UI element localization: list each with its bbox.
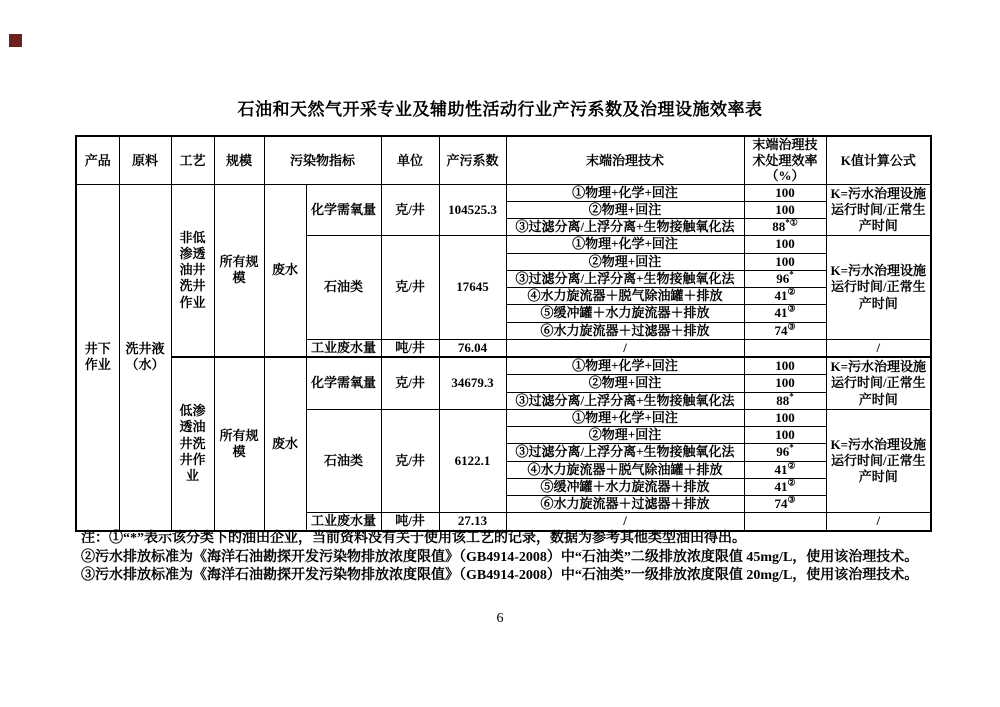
- cell-k-formula: K=污水治理设施运行时间/正常生产时间: [826, 357, 931, 409]
- cell-treatment-tech: ④水力旋流器＋脱气除油罐＋排放: [506, 288, 744, 305]
- efficiency-value: 100: [775, 358, 795, 373]
- cell-indicator: 工业废水量: [306, 513, 381, 531]
- efficiency-value: 41: [774, 288, 788, 303]
- cell-unit: 克/井: [381, 409, 439, 513]
- cell-k-formula: K=污水治理设施运行时间/正常生产时间: [826, 409, 931, 513]
- efficiency-value: 100: [775, 427, 795, 442]
- cell-indicator: 工业废水量: [306, 339, 381, 357]
- cell-efficiency: [744, 392, 826, 409]
- cell-efficiency: [744, 184, 826, 201]
- cell-unit: 克/井: [381, 357, 439, 409]
- cell-coefficient: 6122.1: [439, 409, 506, 513]
- cell-treatment-tech: ③过滤分离/上浮分离+生物接触氧化法: [506, 392, 744, 409]
- cell-treatment-tech: /: [506, 339, 744, 357]
- page-number: 6: [496, 611, 504, 626]
- cell-efficiency: [744, 357, 826, 375]
- footnote-line: ②污水排放标准为《海洋石油勘探开发污染物排放浓度限值》（GB4914-2008）中“石油类”二级排放浓度限值 45mg/L，使用该治理技术。: [81, 549, 919, 565]
- header-coefficient: 产污系数: [439, 136, 506, 184]
- cell-efficiency: [744, 322, 826, 339]
- cell-coefficient: 17645: [439, 236, 506, 340]
- efficiency-superscript: ②: [787, 460, 796, 471]
- efficiency-value: 100: [775, 184, 795, 200]
- header-product: 产品: [76, 136, 119, 184]
- cell-efficiency: [744, 513, 826, 531]
- cell-efficiency: [744, 444, 826, 461]
- cell-coefficient: 104525.3: [439, 184, 506, 236]
- cell-indicator: 石油类: [306, 236, 381, 340]
- coefficient-table: [75, 135, 932, 532]
- cell-unit: 克/井: [381, 184, 439, 236]
- header-process: 工艺: [171, 136, 214, 184]
- table-body: [76, 184, 931, 531]
- efficiency-value: 100: [775, 253, 795, 269]
- efficiency-superscript: *①: [785, 217, 798, 228]
- efficiency-value: 88: [776, 392, 790, 408]
- header-k-formula: K值计算公式: [826, 136, 931, 184]
- footnotes: [81, 530, 946, 586]
- cell-treatment-tech: ②物理+回注: [506, 375, 744, 392]
- efficiency-value: 96: [776, 444, 790, 460]
- cell-unit: 克/井: [381, 236, 439, 340]
- efficiency-superscript: *: [789, 391, 794, 402]
- cell-material: 洗井液（水）: [119, 184, 171, 531]
- efficiency-superscript: ③: [787, 321, 796, 332]
- cell-process: 低渗透油井洗井作业: [171, 357, 214, 531]
- cell-indicator: 化学需氧量: [306, 184, 381, 236]
- header-efficiency: 末端治理技术处理效率（%）: [744, 136, 826, 184]
- cell-efficiency: [744, 305, 826, 322]
- cell-treatment-tech: ⑥水力旋流器＋过滤器＋排放: [506, 322, 744, 339]
- cell-treatment-tech: ②物理+回注: [506, 427, 744, 444]
- efficiency-value: 41: [774, 461, 788, 477]
- cell-treatment-tech: ③过滤分离/上浮分离+生物接触氧化法: [506, 444, 744, 461]
- cell-treatment-tech: ②物理+回注: [506, 253, 744, 270]
- efficiency-value: 100: [775, 409, 795, 425]
- cell-indicator: 化学需氧量: [306, 357, 381, 409]
- efficiency-value: 96: [776, 270, 790, 286]
- footnote-line: 注：①“*”表示该分类下的油田企业，当前资料没有关于使用该工艺的记录，数据为参考其他类型油田得出。: [81, 531, 746, 546]
- cell-product: 井下作业: [76, 184, 119, 531]
- efficiency-value: 88: [772, 219, 786, 234]
- cell-efficiency: [744, 409, 826, 426]
- cell-unit: 吨/井: [381, 339, 439, 357]
- cell-efficiency: [744, 288, 826, 305]
- cell-scale: 所有规模: [214, 184, 264, 357]
- cell-treatment-tech: ③过滤分离/上浮分离+生物接触氧化法: [506, 270, 744, 287]
- cell-efficiency: [744, 478, 826, 495]
- efficiency-superscript: ②: [787, 477, 796, 488]
- table-header: [76, 136, 931, 184]
- cell-treatment-tech: /: [506, 513, 744, 531]
- header-scale: 规模: [214, 136, 264, 184]
- cell-waste-type: 废水: [264, 357, 306, 531]
- efficiency-superscript: *: [789, 269, 794, 280]
- cell-waste-type: 废水: [264, 184, 306, 357]
- header-treatment-tech: 末端治理技术: [506, 136, 744, 184]
- cell-k-formula: /: [826, 339, 931, 357]
- cell-treatment-tech: ①物理+化学+回注: [506, 184, 744, 201]
- efficiency-value: 100: [775, 236, 795, 252]
- cell-treatment-tech: ①物理+化学+回注: [506, 357, 744, 375]
- efficiency-value: 41: [774, 478, 788, 494]
- efficiency-value: 74: [774, 496, 788, 511]
- cell-scale: 所有规模: [214, 357, 264, 531]
- cell-efficiency: [744, 253, 826, 270]
- cell-k-formula: K=污水治理设施运行时间/正常生产时间: [826, 184, 931, 236]
- cell-efficiency: [744, 375, 826, 392]
- cell-efficiency: [744, 461, 826, 478]
- efficiency-superscript: ③: [787, 303, 796, 314]
- cell-k-formula: /: [826, 513, 931, 531]
- efficiency-superscript: ③: [787, 494, 796, 505]
- cell-efficiency: [744, 219, 826, 236]
- cell-indicator: 石油类: [306, 409, 381, 513]
- cell-coefficient: 76.04: [439, 339, 506, 357]
- cell-efficiency: [744, 496, 826, 513]
- cell-efficiency: [744, 201, 826, 218]
- cell-efficiency: [744, 427, 826, 444]
- footnote-line: ③污水排放标准为《海洋石油勘探开发污染物排放浓度限值》（GB4914-2008）中“石油类”一级排放浓度限值 20mg/L，使用该治理技术。: [81, 568, 919, 583]
- cell-treatment-tech: ⑤缓冲罐＋水力旋流器＋排放: [506, 305, 744, 322]
- header-unit: 单位: [381, 136, 439, 184]
- efficiency-superscript: *: [789, 442, 794, 453]
- cell-treatment-tech: ⑤缓冲罐＋水力旋流器＋排放: [506, 478, 744, 495]
- cell-unit: 吨/井: [381, 513, 439, 531]
- header-material: 原料: [119, 136, 171, 184]
- cell-treatment-tech: ⑥水力旋流器＋过滤器＋排放: [506, 496, 744, 513]
- cell-treatment-tech: ①物理+化学+回注: [506, 409, 744, 426]
- header-pollutant-indicator: 污染物指标: [264, 136, 381, 184]
- cell-treatment-tech: ③过滤分离/上浮分离+生物接触氧化法: [506, 219, 744, 236]
- efficiency-superscript: ②: [787, 286, 796, 297]
- page-title: 石油和天然气开采专业及辅助性活动行业产污系数及治理设施效率表: [237, 100, 763, 119]
- cell-treatment-tech: ①物理+化学+回注: [506, 236, 744, 253]
- cell-treatment-tech: ②物理+回注: [506, 201, 744, 218]
- cell-k-formula: K=污水治理设施运行时间/正常生产时间: [826, 236, 931, 340]
- corner-marker: [9, 34, 22, 47]
- cell-efficiency: [744, 339, 826, 357]
- cell-process: 非低渗透油井洗井作业: [171, 184, 214, 357]
- cell-coefficient: 27.13: [439, 513, 506, 531]
- cell-coefficient: 34679.3: [439, 357, 506, 409]
- cell-treatment-tech: ④水力旋流器＋脱气除油罐＋排放: [506, 461, 744, 478]
- efficiency-value: 100: [775, 375, 795, 391]
- efficiency-value: 74: [774, 322, 788, 338]
- efficiency-value: 41: [774, 305, 788, 321]
- cell-efficiency: [744, 236, 826, 253]
- efficiency-value: 100: [775, 201, 795, 217]
- cell-efficiency: [744, 270, 826, 287]
